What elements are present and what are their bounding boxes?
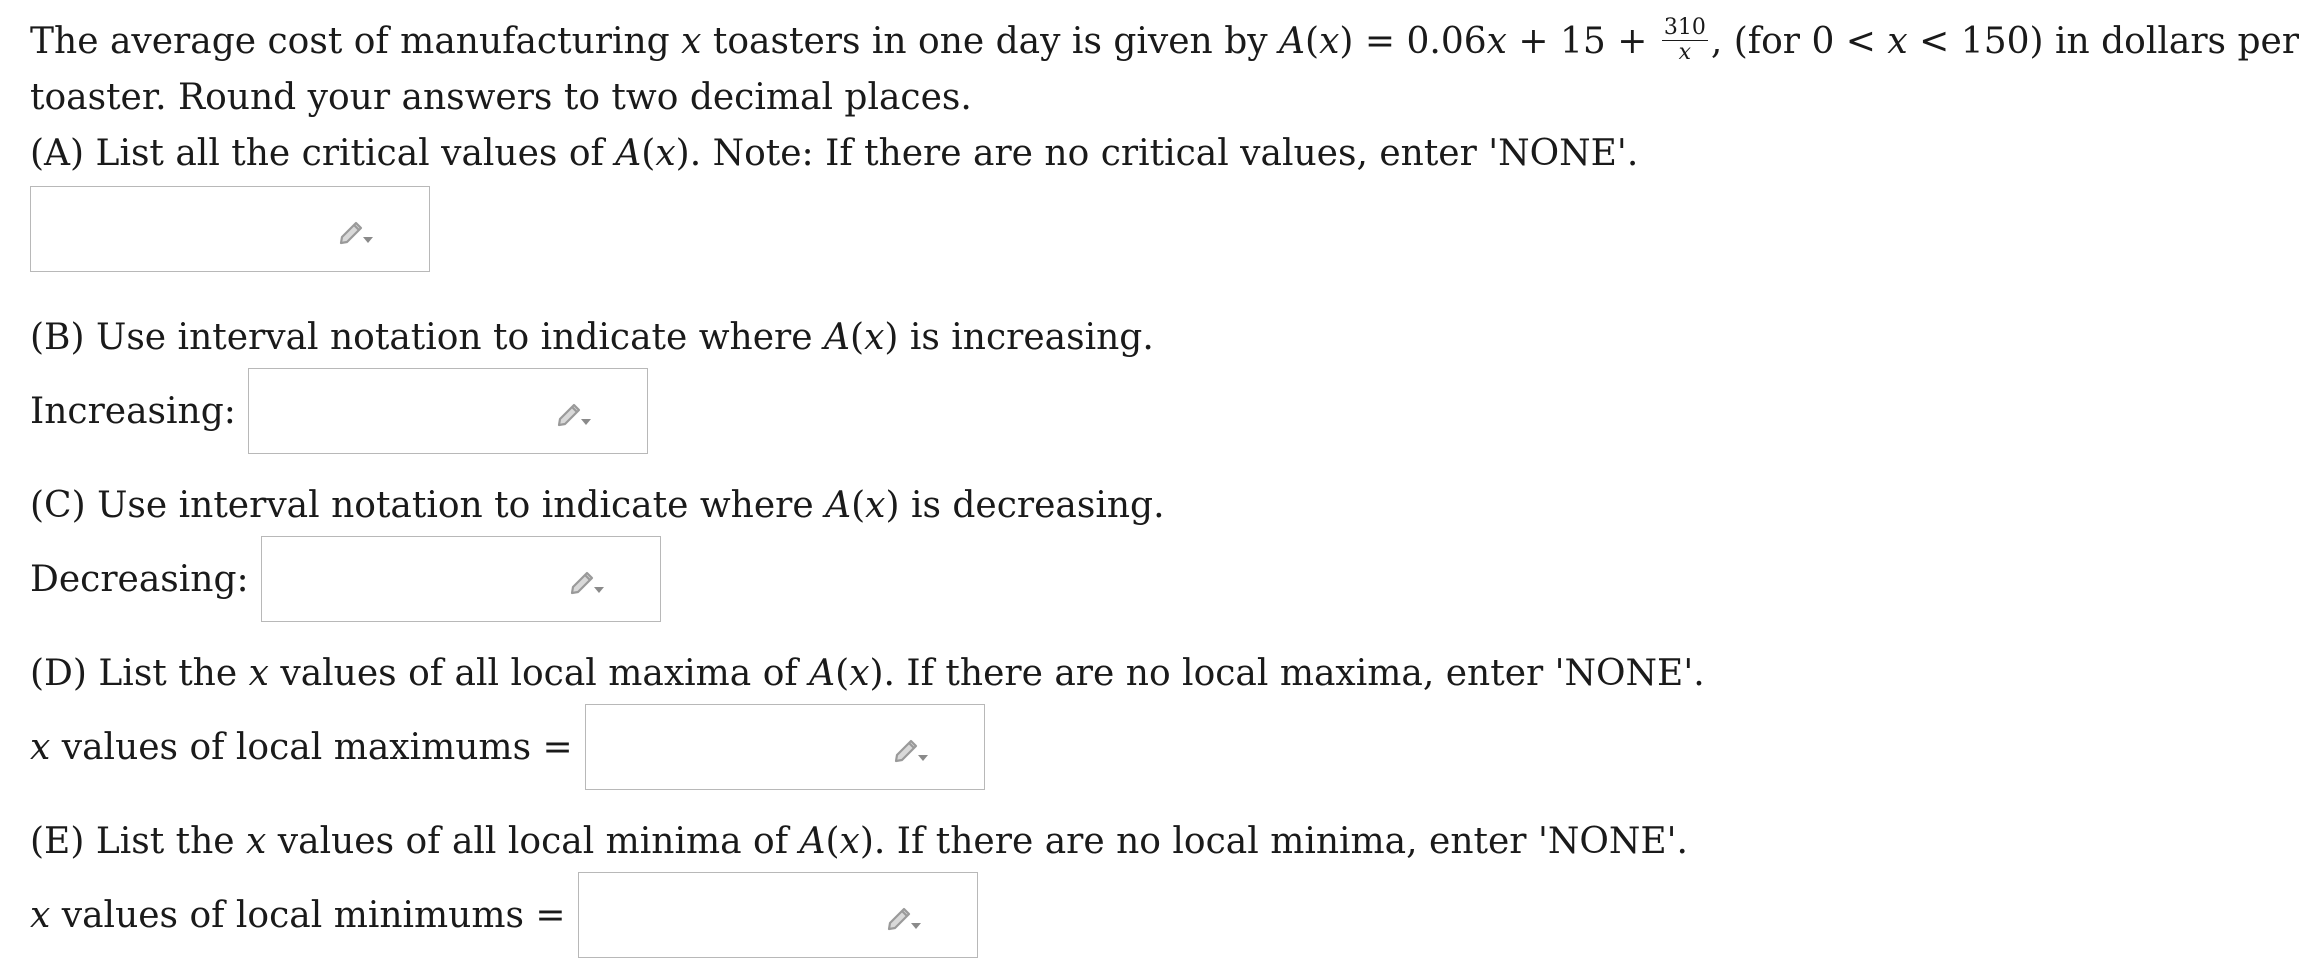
part-d-prompt [30,646,2100,702]
problem-statement-line-1 [30,14,2299,70]
part-a-text: . Note: If there are no critical values, enter 'NONE'. [689,133,1639,174]
decreasing-input[interactable] [262,537,562,621]
variable-x: x [681,21,702,62]
decreasing-label: Decreasing: [30,558,249,600]
variable-x: x [839,821,860,862]
fraction [1662,14,1708,65]
problem-statement-line-2 [30,70,2100,126]
variable-x: x [248,653,269,694]
paren: ) [675,133,690,174]
local-maximums-label-text: values of local maximums = [50,726,573,768]
part-c-text: (C) Use interval notation to indicate where [30,485,826,526]
increasing-input[interactable] [249,369,549,453]
variable-x: x [246,821,267,862]
part-d-text: . If there are no local maxima, enter 'NONE'. [883,653,1705,694]
part-e-text: (E) List the [30,821,247,862]
equation-text: = 0.06 [1353,21,1487,62]
function-a: A [809,653,836,694]
domain-text: < 150) in dollars per [1907,21,2299,62]
variable-x: x [849,653,870,694]
part-c-text: is decreasing. [899,485,1165,526]
paren: ) [1339,21,1354,62]
equation-text: + 15 + [1506,21,1659,62]
part-a-text: (A) List all the critical values of [30,133,616,174]
local-minimums-label [30,895,566,936]
variable-x: x [1486,21,1507,62]
function-a: A [825,485,852,526]
fraction-numerator: 310 [1663,14,1706,40]
part-e-text: . If there are no local minima, enter 'NONE'. [873,821,1688,862]
local-minimums-label-text: values of local minimums = [50,894,566,936]
increasing-answer-box[interactable] [248,368,648,454]
intro-text: toasters in one day is given by [701,21,1280,62]
function-a: A [1279,21,1306,62]
increasing-label: Increasing: [30,390,236,432]
variable-x: x [655,133,676,174]
variable-x: x [30,894,51,936]
fraction-denominator: x [1678,39,1692,65]
domain-text: , (for 0 < [1710,21,1888,62]
critical-values-answer-box[interactable] [30,186,430,272]
variable-x: x [1319,21,1340,62]
function-a: A [615,133,642,174]
part-e-text: values of all local minima of [266,821,800,862]
instructions-text: toaster. Round your answers to two decimal places. [30,77,972,118]
part-d-answer-row [30,702,2100,792]
local-maximums-input[interactable] [586,705,886,789]
paren: ( [1305,21,1320,62]
paren: ( [825,821,840,862]
intro-text: The average cost of manufacturing [30,21,682,62]
local-maximums-answer-box[interactable] [585,704,985,790]
part-a-prompt [30,126,2100,182]
part-c-prompt [30,478,2100,534]
paren: ( [835,653,850,694]
paren: ( [851,485,866,526]
paren: ) [885,485,900,526]
function-a: A [799,821,826,862]
function-a: A [824,317,851,358]
paren: ( [641,133,656,174]
question-container [30,14,2299,960]
part-d-text: (D) List the [30,653,249,694]
part-b-prompt [30,310,2100,366]
critical-values-input[interactable] [31,187,331,271]
pencil-dropdown-icon[interactable] [554,397,594,427]
variable-x: x [1887,21,1908,62]
local-minimums-input[interactable] [579,873,879,957]
pencil-dropdown-icon[interactable] [884,901,924,931]
paren: ( [850,317,865,358]
paren: ) [884,317,899,358]
pencil-dropdown-icon[interactable] [567,565,607,595]
part-e-prompt [30,814,2100,870]
pencil-dropdown-icon[interactable] [336,215,376,245]
pencil-dropdown-icon[interactable] [891,733,931,763]
part-e-answer-row [30,870,2100,960]
part-b-text: (B) Use interval notation to indicate where [30,317,825,358]
part-a-answer-row [30,184,2100,274]
local-minimums-answer-box[interactable] [578,872,978,958]
part-b-answer-row [30,366,2100,456]
variable-x: x [864,317,885,358]
paren: ) [869,653,884,694]
part-c-answer-row [30,534,2100,624]
part-b-text: is increasing. [898,317,1154,358]
local-maximums-label [30,727,573,768]
decreasing-answer-box[interactable] [261,536,661,622]
paren: ) [859,821,874,862]
part-d-text: values of all local maxima of [268,653,810,694]
variable-x: x [30,726,51,768]
variable-x: x [865,485,886,526]
